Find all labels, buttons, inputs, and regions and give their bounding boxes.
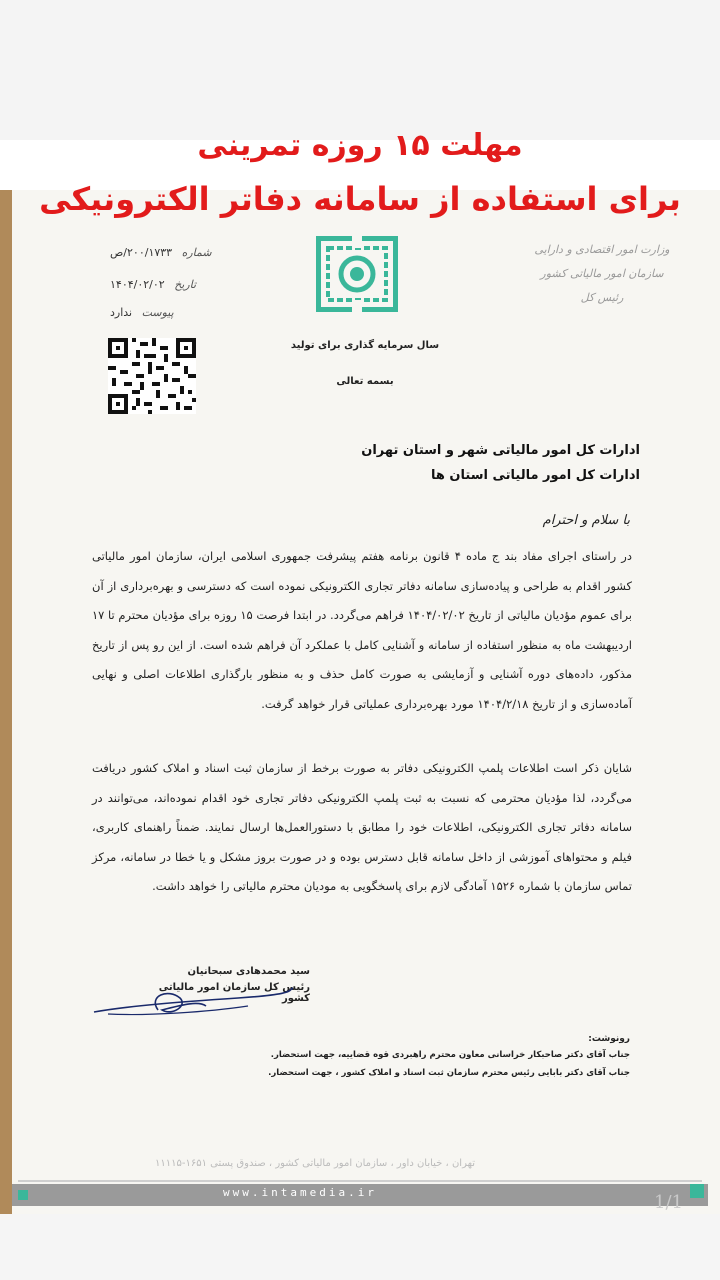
body-paragraph-2: شایان ذکر است اطلاعات پلمپ الکترونیکی دفاتر به صورت برخط از سازمان ثبت اسناد و املاک کشور دریافت می‌گردد، لذا مؤدیان محترمی که نسبت به ثبت پلمپ الکترونیکی دفاتر تجاری خود اقدام نموده‌اند، می‌توانند در سامانه دفاتر تجاری الکترونیکی، اطلاعات خود را مطابق با دستورالعمل‌ها ارسال نمایند. ضمناً راهنمای کاربری، فیلم و محتواهای آموزشی از داخل سامانه قابل دسترس بوده و در صورت بروز مشکل و یا خطا در سامانه، مرکز تماس سازمان با شماره ۱۵۲۶ آمادگی لازم برای پاسخگویی به مودیان محترم مالیاتی را خواهد داشت. [92,761,632,893]
footer-website: www.intamedia.ir [223,1186,377,1199]
ministry-line-1: وزارت امور اقتصادی و دارایی [534,243,670,256]
letter-attachment-label: پیوست [141,306,174,319]
signer-title: رئیس کل سازمان امور مالیاتی کشور [158,982,310,1004]
tax-organization-logo-icon [316,236,398,312]
letter-attachment [110,306,174,319]
letter-number [110,246,212,259]
greeting: با سلام و احترام [542,513,630,528]
ministry-line-2: سازمان امور مالیاتی کشور [540,267,664,280]
headline-line-1: مهلت ۱۵ روزه تمرینی [197,128,523,163]
page-number: 1/1 [654,1192,683,1213]
cc-recipient-1: جناب آقای دکتر صاحبکار خراسانی معاون محترم راهبردی قوه قضاییه، جهت استحضار. [270,1050,630,1060]
addressee-2: ادارات کل امور مالیاتی استان ها [431,468,640,483]
footer-divider [18,1180,702,1182]
letter-date-label: تاریخ [174,278,197,291]
bismillah: بسمه تعالی [336,376,394,387]
cc-recipient-2: جناب آقای دکتر بابایی رئیس محترم سازمان ثبت اسناد و املاک کشور ، جهت استحضار. [268,1068,630,1078]
headline-line-2: برای استفاده از سامانه دفاتر الکترونیکی [39,180,681,218]
letter-date [110,278,196,291]
letter-date-value: ۱۴۰۴/۰۲/۰۲ [110,278,165,291]
cc-label: رونوشت: [588,1034,630,1044]
footer-address: تهران ، خیابان داور ، سازمان امور مالیاتی کشور ، صندوق پستی ۱۶۵۱-۱۱۱۱۵ [155,1158,475,1169]
ministry-line-3: رئیس کل [580,291,624,304]
letter-attachment-value: ندارد [110,306,133,319]
addressee-1: ادارات کل امور مالیاتی شهر و استان تهران [361,443,640,458]
bottom-background-band [0,1214,720,1280]
ministry-header [522,238,682,310]
top-background-band [0,0,720,140]
footer-square-right-icon [690,1184,704,1198]
body-paragraph-1: در راستای اجرای مفاد بند ج ماده ۴ قانون برنامه هفتم پیشرفت جمهوری اسلامی ایران، سازمان امور مالیاتی کشور اقدام به طراحی و پیاده‌سازی سامانه دفاتر تجاری الکترونیکی نموده است که دسترسی و بهره‌برداری از آن برای عموم مؤدیان مالیاتی از تاریخ ۱۴۰۴/۰۲/۰۲ فراهم می‌گردد. در ابتدا فرصت ۱۵ روزه برای مؤدیان محترم تا ۱۷ اردیبهشت ماه به منظور استفاده از سامانه و آشنایی کامل با عملکرد آن فراهم شده است. از این رو پس از تاریخ مذکور، داده‌های دوره آشنایی و آزمایشی به صورت کامل حذف و به منظور بارگذاری اطلاعات اصلی و نهایی آماده‌سازی و از تاریخ ۱۴۰۴/۲/۱۸ مورد بهره‌برداری عملیاتی قرار خواهد گرفت. [92,549,632,711]
letter-number-label: شماره [181,246,212,259]
year-slogan: سال سرمایه گذاری برای تولید [290,340,440,351]
letter-number-value: ۲۰۰/۱۷۳۳/ص [110,246,173,259]
footer-square-left-icon [18,1190,28,1200]
signer-name: سید محمدهادی سبحانیان [187,966,310,977]
handwritten-signature-icon [88,976,298,1020]
qr-code-icon [108,338,196,414]
